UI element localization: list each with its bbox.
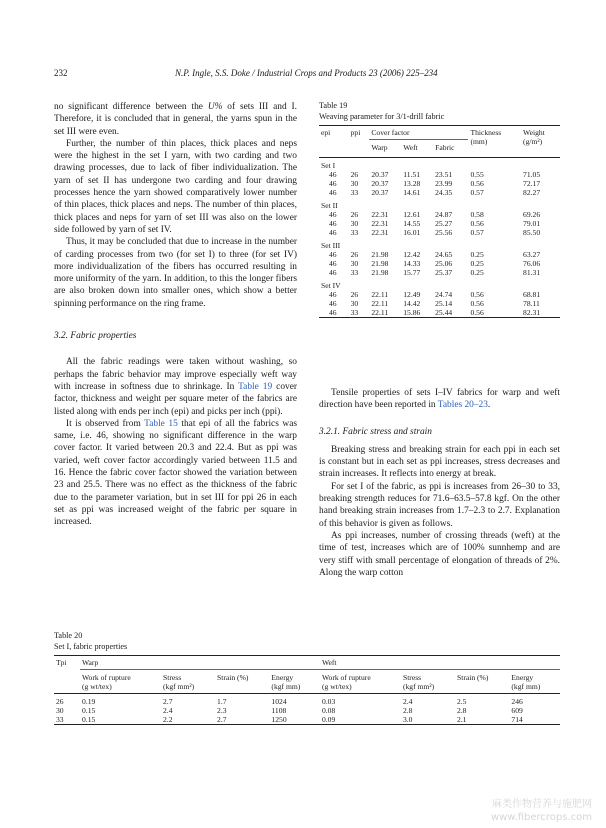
table-row: [319, 170, 560, 179]
table-cell: 71.05: [523, 170, 541, 179]
table-cell: 72.17: [523, 179, 541, 188]
table-cell: 12.61: [403, 210, 421, 219]
table-cell: 23.99: [435, 179, 453, 188]
table-cell: 24.35: [435, 188, 453, 197]
table-cell: 69.26: [523, 210, 541, 219]
col-header: Weight (g/m²): [521, 126, 560, 156]
table-cell: 14.61: [403, 188, 421, 197]
table-row: [319, 259, 560, 268]
paragraph: Further, the number of thin places, thick places and neps were the highest in the set I yarn, with two carding and two drawing processes, due to lack of fiber individualization. The yarn of set II has undergone two carding and four drawing processes hence the yarn showed comparatively lower number of thin places, thick places and neps. The number of thin places, thick places and neps for yarn of set III was also on the lower side followed by yarn of set IV.: [54, 138, 297, 235]
table-cell: 2.7: [163, 697, 173, 706]
table-cell: 76.06: [523, 259, 541, 268]
table-19: [319, 101, 560, 318]
table-link[interactable]: Table 19: [238, 381, 273, 392]
table-cell: 0.15: [80, 715, 161, 725]
table-cell: 68.81: [523, 290, 541, 299]
table-cell: 3.0: [401, 715, 455, 725]
paragraph: no significant difference between the U% of sets III and I. Therefore, it is concluded that in general, the yarns spun in the set III were even.: [54, 102, 297, 137]
table-cell: 16.01: [403, 228, 421, 237]
table-cell: 82.27: [523, 188, 541, 197]
table-cell: 0.58: [470, 210, 484, 219]
table-cell: 46: [329, 179, 337, 188]
table-row: [319, 210, 560, 219]
col-header: Energy (kgf mm): [511, 673, 541, 691]
table-cell: 2.4: [163, 706, 173, 715]
table-cell: 0.57: [470, 188, 484, 197]
group-label: Set III: [321, 241, 341, 250]
table-cell: 0.56: [470, 219, 484, 228]
group-label: Set I: [321, 161, 336, 170]
table-cell: 25.06: [435, 259, 453, 268]
table-cell: 0.03: [321, 697, 336, 706]
table-cell: 33: [350, 268, 359, 277]
table-cell: 0.15: [82, 706, 96, 715]
table-cell: 2.8: [402, 706, 413, 715]
table-row: [54, 706, 560, 715]
table-row: [319, 179, 560, 188]
table-cell: 22.11: [371, 290, 389, 299]
table-cell: 2.5: [456, 697, 467, 706]
table-label: Table 19: [319, 101, 348, 110]
table-cell: 0.57: [470, 228, 484, 237]
table-link[interactable]: Table 15: [144, 418, 178, 429]
table-cell: 21.98: [371, 250, 389, 259]
paragraph: Breaking stress and breaking strain for each ppi in each set is constant but in each set as ppi increases, stress decreases and strain increases. It reflects into energy at break.: [319, 444, 560, 480]
table-cell: 24.87: [435, 210, 453, 219]
col-header: Strain (%): [217, 673, 249, 682]
col-header: ppi: [349, 126, 370, 156]
table-cell: 30: [350, 259, 359, 268]
table-cell: 81.31: [523, 268, 541, 277]
table-cell: 25.37: [435, 268, 453, 277]
table-cell: 46: [329, 170, 337, 179]
table-cell: 46: [329, 290, 337, 299]
table-cell: 25.56: [435, 228, 453, 237]
table-row: [319, 308, 560, 318]
table-cell: 46: [329, 210, 337, 219]
table-cell: 20.37: [371, 179, 389, 188]
table-caption: Set I, fabric properties: [54, 641, 128, 651]
watermark: 麻类作物营养与施肥网 www.fibercrops.com: [490, 799, 592, 823]
table-cell: 30: [350, 299, 359, 308]
table-row: [54, 694, 560, 707]
right-column: [319, 387, 560, 579]
table-cell: 2.4: [402, 697, 413, 706]
table-cell: 0.56: [470, 179, 484, 188]
page-number: 232: [54, 68, 68, 78]
table-cell: 14.55: [403, 219, 421, 228]
table-cell: 22.31: [371, 228, 389, 237]
col-header: Weft: [403, 143, 418, 152]
table-row: [319, 228, 560, 237]
col-header: Tpi: [54, 656, 80, 670]
table-cell: 2.2: [161, 715, 215, 725]
table-cell: 26: [350, 210, 359, 219]
table-cell: 0.19: [82, 697, 96, 706]
table-cell: 22.11: [369, 308, 401, 318]
table-cell: 13.28: [403, 179, 421, 188]
table-row: [54, 715, 560, 725]
table-cell: 46: [329, 299, 337, 308]
col-header: Warp: [80, 656, 320, 670]
col-header: Thickness (mm): [468, 126, 521, 156]
table-cell: 11.51: [403, 170, 421, 179]
table-cell: 714: [509, 715, 560, 725]
table-row: [319, 219, 560, 228]
table-cell: 46: [329, 250, 337, 259]
table-cell: 246: [511, 697, 523, 706]
table-row: [319, 290, 560, 299]
table-cell: 33: [350, 228, 359, 237]
paragraph: It is observed from Table 15 that epi of all the fabrics was same, i.e. 46, showing no significant difference in the warp cover factor. It varied between 20.3 and 22.4. But as ppi was varied, weft cover factor accordingly varied between 11.5 and 16. Hence the fabric cover factor showed the variation between 23 and 25.5. There was no effect as the thickness of the fabric due to the parameter variation, but in set III for ppi 26 in each set as ppi was increased weight of the fabric per square in increased.: [54, 418, 298, 528]
table-cell: 0.55: [470, 170, 484, 179]
table-cell: 20.37: [371, 170, 389, 179]
table-cell: 1108: [271, 706, 287, 715]
col-header: Work of rupture (g wt/tex): [82, 673, 131, 691]
running-header: N.P. Ingle, S.S. Doke / Industrial Crops and Products 23 (2006) 225–234: [175, 68, 438, 78]
table-cell: 22.31: [371, 219, 389, 228]
paragraph: Thus, it may be concluded that due to increase in the number of carding processes from two (for set I) to three (for set IV) more individualization of the fibers has occurred resulting in more uniformity of the yarn. In addition, to this the longer fibers are also broken down into smaller ones, which show a better spinning performance on the ring frame.: [54, 237, 297, 309]
table-cell: 15.77: [403, 268, 421, 277]
table-cell: 0.56: [470, 290, 484, 299]
table-cell: 33: [349, 308, 370, 318]
col-header: Energy (kgf mm): [271, 673, 301, 691]
table-cell: 24.65: [435, 250, 453, 259]
table-cell: 2.3: [217, 706, 227, 715]
table-cell: 46: [329, 268, 337, 277]
table-cell: 22.31: [371, 210, 389, 219]
paragraph: For set I of the fabric, as ppi is increases from 26–30 to 33, breaking strength reduces for 71.6–63.5–57.8 kgf. On the other hand breaking strain increases from 1.7–2.3 to 2.7. Explanation of this behavior is given as follows.: [319, 481, 560, 529]
col-header: Fabric: [435, 143, 455, 152]
table-label: Table 20: [54, 631, 83, 640]
table-cell: 26: [350, 170, 359, 179]
table-cell: 23.51: [435, 170, 453, 179]
table-cell: 22.11: [371, 299, 389, 308]
table-cell: 33: [54, 715, 80, 725]
table-cell: 46: [329, 228, 337, 237]
table-cell: 79.01: [523, 219, 541, 228]
col-header: Strain (%): [456, 673, 489, 682]
table-cell: 26: [350, 250, 359, 259]
table-cell: 21.98: [371, 259, 389, 268]
table-20: [54, 631, 560, 725]
section-heading: 3.2. Fabric properties: [54, 331, 137, 342]
table-cell: 14.33: [403, 259, 421, 268]
table-cell: 30: [56, 706, 64, 715]
group-label: Set IV: [321, 281, 341, 290]
table-row: [319, 268, 560, 277]
table-cell: 46: [329, 188, 337, 197]
table-row: [319, 299, 560, 308]
table-cell: 0.08: [321, 706, 336, 715]
subsection-heading: 3.2.1. Fabric stress and strain: [319, 426, 432, 437]
col-header: Stress (kgf mm²): [402, 673, 435, 691]
paragraph: All the fabric readings were taken without washing, so perhaps the fabric behavior may improve especially weft way with increase in softness due to shrinkage. In Table 19 cover factor, thickness and weight per square meter of the fabrics are listed along with ends per inch (epi) and picks per inch (ppi).: [54, 357, 297, 417]
table-cell: 0.25: [470, 268, 484, 277]
table-cell: 0.56: [470, 299, 484, 308]
table-cell: 609: [511, 706, 523, 715]
table-cell: 46: [329, 259, 337, 268]
table-cell: 15.86: [401, 308, 433, 318]
table-caption: Weaving parameter for 3/1-drill fabric: [319, 111, 445, 121]
col-header: Warp: [371, 143, 388, 152]
paragraph: Tensile properties of sets I–IV fabrics for warp and weft direction have been reported in Tables 20–23.: [319, 388, 560, 411]
table-cell: 12.49: [403, 290, 421, 299]
table-cell: 46: [329, 219, 337, 228]
table-cell: 0.25: [470, 259, 484, 268]
paragraph: As ppi increases, number of crossing threads (weft) at the time of test, increases which are of 100% sunnhemp and are very stiff with small percentage of elongation of threads of 2%. Along the warp cotton: [319, 530, 560, 578]
table-cell: 25.27: [435, 219, 453, 228]
left-column: [54, 101, 297, 529]
table-row: [319, 250, 560, 259]
table-cell: 26: [56, 697, 64, 706]
table-row: [319, 188, 560, 197]
group-label: Set II: [321, 201, 338, 210]
table-cell: 14.42: [403, 299, 421, 308]
table-cell: 30: [350, 179, 359, 188]
col-header: Cover factor: [369, 126, 468, 140]
table-cell: 0.25: [470, 250, 484, 259]
table-cell: 2.8: [456, 706, 467, 715]
table-cell: 63.27: [523, 250, 541, 259]
table-cell: 1.7: [217, 697, 227, 706]
table-cell: 25.14: [435, 299, 453, 308]
table-cell: 30: [350, 219, 359, 228]
col-header: Work of rupture (g wt/tex): [321, 673, 371, 691]
table-cell: 0.56: [468, 308, 521, 318]
table-cell: 1250: [269, 715, 320, 725]
table-cell: 85.50: [523, 228, 541, 237]
col-header: Stress (kgf mm²): [163, 673, 195, 691]
table-cell: 24.74: [435, 290, 453, 299]
table-cell: 26: [350, 290, 359, 299]
table-cell: 25.44: [433, 308, 468, 318]
table-link[interactable]: Tables 20–23: [437, 400, 488, 411]
col-header: epi: [319, 126, 349, 156]
table-cell: 12.42: [403, 250, 421, 259]
table-cell: 0.09: [320, 715, 401, 725]
table-cell: 1024: [271, 697, 287, 706]
table-cell: 2.7: [215, 715, 269, 725]
table-cell: 82.31: [521, 308, 560, 318]
col-header: Weft: [320, 656, 560, 670]
table-cell: 78.11: [523, 299, 540, 308]
table-cell: 46: [319, 308, 349, 318]
table-cell: 21.98: [371, 268, 389, 277]
table-cell: 33: [350, 188, 359, 197]
table-cell: 20.37: [371, 188, 389, 197]
table-cell: 2.1: [455, 715, 509, 725]
